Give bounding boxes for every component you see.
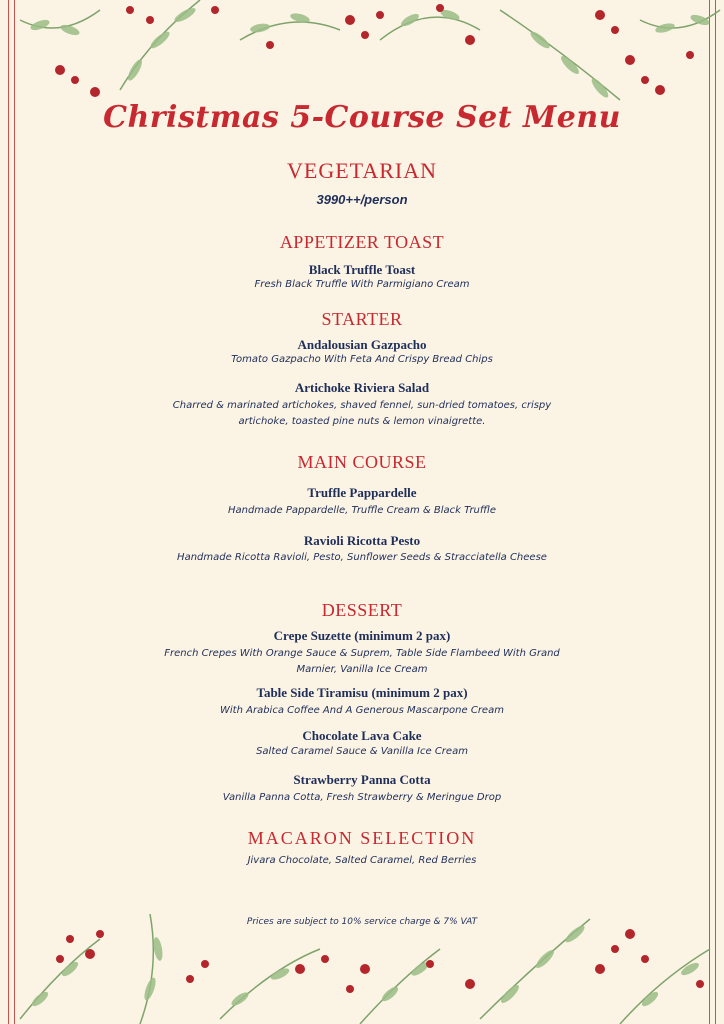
border-line: [715, 0, 716, 1024]
dish-name: Chocolate Lava Cake: [302, 728, 422, 743]
section-heading-appetizer: APPETIZER TOAST: [279, 232, 445, 252]
dish-name: Strawberry Panna Cotta: [293, 772, 431, 787]
dish-description: Fresh Black Truffle With Parmigiano Cream: [254, 279, 470, 290]
dish-description: Jivara Chocolate, Salted Caramel, Red Berries: [247, 855, 477, 866]
menu-title: Christmas 5-Course Set Menu: [103, 100, 621, 135]
price-label: 3990++/person: [316, 192, 408, 207]
section-heading-main: MAIN COURSE: [297, 452, 427, 472]
dish-name: Truffle Pappardelle: [307, 485, 417, 500]
dish-name: Artichoke Riviera Salad: [294, 380, 430, 395]
dish-description: Tomato Gazpacho With Feta And Crispy Bread Chips: [231, 354, 493, 365]
section-heading-starter: STARTER: [321, 309, 403, 329]
dish-description: Handmade Ricotta Ravioli, Pesto, Sunflower Seeds & Stracciatella Cheese: [177, 552, 547, 563]
dish-description: Handmade Pappardelle, Truffle Cream & Black Truffle: [227, 505, 497, 516]
dish-description: Charred & marinated artichokes, shaved fennel, sun-dried tomatoes, crispy artichoke, toasted pine nuts & lemon vinaigrette.: [172, 400, 552, 427]
border-line: [8, 0, 9, 1024]
dish-name: Table Side Tiramisu (minimum 2 pax): [256, 685, 468, 700]
dish-description: Salted Caramel Sauce & Vanilla Ice Cream: [256, 746, 468, 757]
dish-name: Ravioli Ricotta Pesto: [303, 533, 421, 548]
garland-top-icon: [0, 0, 724, 110]
section-heading-macaron: MACARON SELECTION: [247, 828, 477, 848]
dish-description: French Crepes With Orange Sauce & Suprem, Table Side Flambeed With Grand Marnier, Vanilla Ice Cream: [164, 648, 560, 675]
footer-note: Prices are subject to 10% service charge & 7% VAT: [246, 917, 478, 927]
border-line: [14, 0, 15, 1024]
menu-subtitle: VEGETARIAN: [287, 158, 437, 183]
dish-name: Crepe Suzette (minimum 2 pax): [273, 628, 451, 643]
dish-description: With Arabica Coffee And A Generous Mascarpone Cream: [220, 705, 504, 716]
border-line: [709, 0, 710, 1024]
dish-name: Andalousian Gazpacho: [297, 337, 427, 352]
dish-description: Vanilla Panna Cotta, Fresh Strawberry & Meringue Drop: [222, 792, 502, 803]
section-heading-dessert: DESSERT: [321, 600, 403, 620]
dish-name: Black Truffle Toast: [308, 262, 416, 277]
